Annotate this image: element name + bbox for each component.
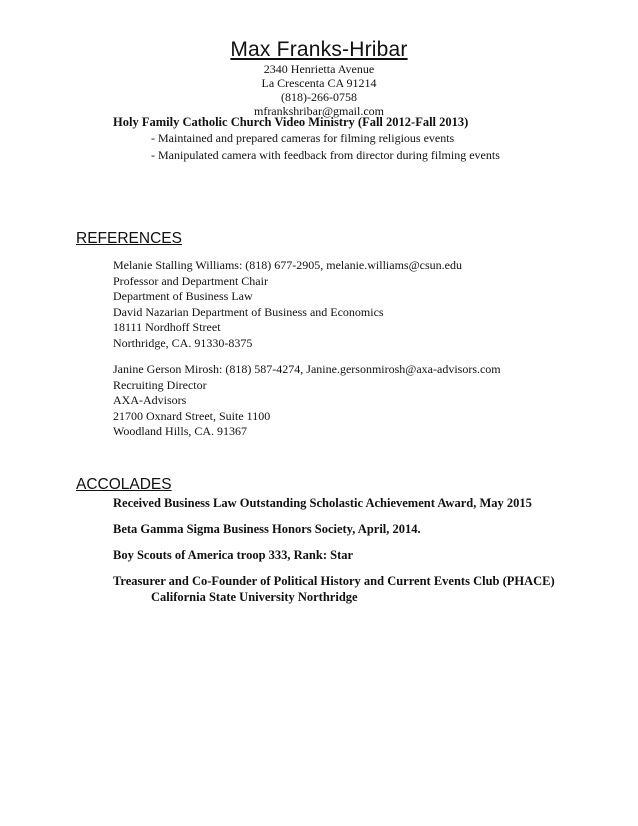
applicant-name: Max Franks-Hribar [230,38,408,61]
experience-title: Holy Family Catholic Church Video Ministry (Fall 2012-Fall 2013) [113,115,469,129]
accolade-subline: California State University Northridge [151,590,358,604]
reference-entry [113,258,462,352]
reference-position: Professor and Department Chair [113,273,268,288]
reference-contact: Janine Gerson Mirosh: (818) 587-4274, Janine.gersonmirosh@axa-advisors.com [113,362,501,376]
phone-number: (818)-266-0758 [281,90,357,104]
reference-city: Northridge, CA. 91330-8375 [113,335,253,350]
reference-entry [113,362,501,440]
email-address: mfrankshribar@gmail.com [253,104,384,118]
city-address: La Crescenta CA 91214 [261,76,377,90]
reference-position: Recruiting Director [113,377,207,392]
reference-street: 18111 Nordhoff Street [113,320,221,335]
reference-department: Department of Business Law [113,289,253,304]
accolade-item: Beta Gamma Sigma Business Honors Society, April, 2014. [113,522,421,536]
accolades-heading: ACCOLADES [76,476,172,493]
accolade-item: Boy Scouts of America troop 333, Rank: Star [113,548,354,562]
references-heading: REFERENCES [76,230,182,247]
reference-street: 21700 Oxnard Street, Suite 1100 [113,408,271,423]
street-address: 2340 Henrietta Avenue [263,62,375,76]
resume-header [0,38,638,118]
experience-entry [113,114,500,164]
experience-bullet: - Manipulated camera with feedback from director during filming events [151,148,500,162]
accolade-item: Treasurer and Co-Founder of Political History and Current Events Club (PHACE) [113,574,555,588]
reference-organization: AXA-Advisors [113,393,187,408]
accolade-item: Received Business Law Outstanding Scholastic Achievement Award, May 2015 [113,496,532,510]
accolade-item-with-sub [113,573,555,605]
reference-contact: Melanie Stalling Williams: (818) 677-2905, melanie.williams@csun.edu [113,258,462,272]
reference-organization: David Nazarian Department of Business and Economics [113,304,384,319]
experience-bullet: - Maintained and prepared cameras for filming religious events [151,131,455,145]
reference-city: Woodland Hills, CA. 91367 [113,424,248,439]
